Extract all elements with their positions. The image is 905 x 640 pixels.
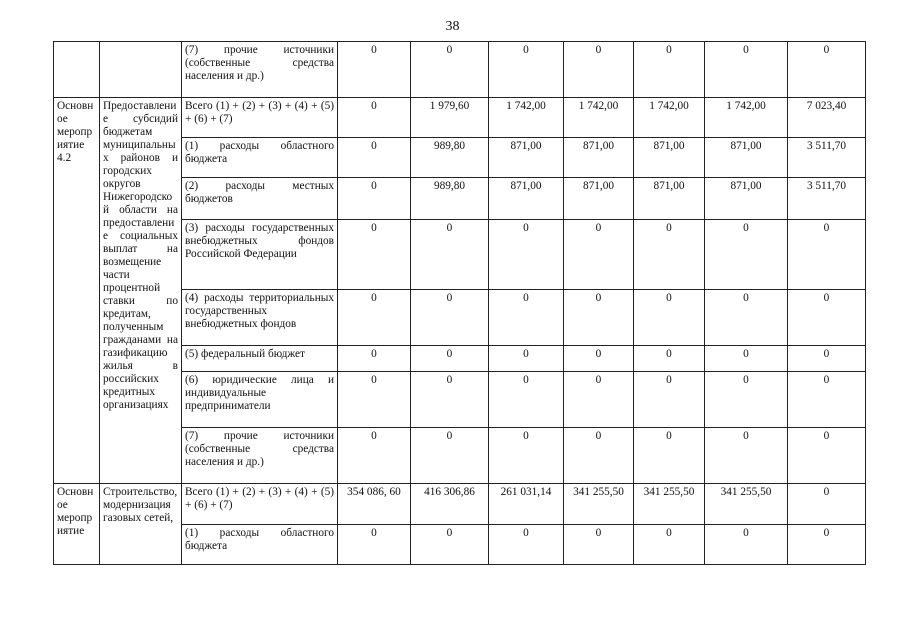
value-cell: 0 [634, 428, 705, 484]
value-cell: 3 511,70 [788, 178, 866, 220]
value-cell: 0 [338, 428, 411, 484]
value-cell: 0 [564, 372, 634, 428]
value-cell: 1 742,00 [489, 98, 564, 138]
value-cell: 0 [788, 290, 866, 346]
funding-source-cell: Всего (1) + (2) + (3) + (4) + (5) + (6) + (7) [182, 98, 338, 138]
value-cell: 0 [634, 220, 705, 290]
event-label-cell: Основное мероприятие [54, 484, 100, 565]
value-cell: 416 306,86 [411, 484, 489, 525]
value-cell: 0 [564, 525, 634, 565]
value-cell: 0 [634, 346, 705, 372]
value-cell: 341 255,50 [705, 484, 788, 525]
value-cell: 1 742,00 [705, 98, 788, 138]
value-cell: 0 [489, 372, 564, 428]
value-cell: 0 [489, 220, 564, 290]
funding-source-cell: (7) прочие источники (собственные средства населения и др.) [182, 428, 338, 484]
value-cell: 871,00 [489, 138, 564, 178]
value-cell: 0 [634, 525, 705, 565]
value-cell: 1 742,00 [634, 98, 705, 138]
value-cell: 989,80 [411, 178, 489, 220]
value-cell: 0 [564, 42, 634, 98]
value-cell: 0 [411, 525, 489, 565]
value-cell: 871,00 [705, 178, 788, 220]
funding-source-cell: (2) расходы местных бюджетов [182, 178, 338, 220]
value-cell: 1 742,00 [564, 98, 634, 138]
funding-source-cell: (5) федеральный бюджет [182, 346, 338, 372]
value-cell: 0 [788, 525, 866, 565]
value-cell: 0 [489, 290, 564, 346]
value-cell: 0 [338, 178, 411, 220]
value-cell: 0 [788, 372, 866, 428]
value-cell: 261 031,14 [489, 484, 564, 525]
value-cell: 0 [705, 525, 788, 565]
value-cell: 0 [411, 220, 489, 290]
value-cell: 0 [411, 372, 489, 428]
value-cell: 0 [788, 220, 866, 290]
value-cell: 871,00 [564, 178, 634, 220]
value-cell: 0 [411, 428, 489, 484]
value-cell: 0 [489, 525, 564, 565]
value-cell: 0 [411, 42, 489, 98]
funding-source-cell: Всего (1) + (2) + (3) + (4) + (5) + (6) + (7) [182, 484, 338, 525]
event-name-cell: Строительство, модернизация газовых сетей, [100, 484, 182, 565]
funding-source-cell: (7) прочие источники (собственные средства населения и др.) [182, 42, 338, 98]
value-cell: 7 023,40 [788, 98, 866, 138]
value-cell: 0 [705, 220, 788, 290]
value-cell: 989,80 [411, 138, 489, 178]
value-cell: 0 [338, 42, 411, 98]
table-row [54, 42, 866, 98]
value-cell: 0 [564, 428, 634, 484]
value-cell: 0 [634, 290, 705, 346]
value-cell: 0 [564, 346, 634, 372]
event-label-cell: Основное мероприятие 4.2 [54, 98, 100, 484]
value-cell: 0 [564, 290, 634, 346]
value-cell: 0 [705, 372, 788, 428]
value-cell: 0 [705, 290, 788, 346]
page-number: 38 [445, 19, 460, 34]
funding-source-cell: (3) расходы государственных внебюджетных фондов Российской Федерации [182, 220, 338, 290]
value-cell: 354 086, 60 [338, 484, 411, 525]
funding-source-cell: (4) расходы территориальных государственных внебюджетных фондов [182, 290, 338, 346]
value-cell: 0 [705, 428, 788, 484]
value-cell: 0 [338, 98, 411, 138]
value-cell: 0 [788, 42, 866, 98]
funding-source-cell: (1) расходы областного бюджета [182, 138, 338, 178]
value-cell: 0 [489, 42, 564, 98]
value-cell: 871,00 [634, 178, 705, 220]
value-cell: 0 [338, 346, 411, 372]
value-cell: 341 255,50 [634, 484, 705, 525]
value-cell: 0 [338, 138, 411, 178]
value-cell: 0 [489, 346, 564, 372]
table-row [54, 98, 866, 138]
value-cell: 0 [338, 220, 411, 290]
value-cell: 3 511,70 [788, 138, 866, 178]
value-cell: 1 979,60 [411, 98, 489, 138]
event-name-cell [100, 42, 182, 98]
funding-source-cell: (1) расходы областного бюджета [182, 525, 338, 565]
value-cell: 0 [411, 290, 489, 346]
value-cell: 871,00 [564, 138, 634, 178]
value-cell: 0 [338, 372, 411, 428]
value-cell: 0 [788, 428, 866, 484]
value-cell: 0 [788, 484, 866, 525]
value-cell: 0 [705, 346, 788, 372]
value-cell: 0 [489, 428, 564, 484]
value-cell: 0 [788, 346, 866, 372]
value-cell: 341 255,50 [564, 484, 634, 525]
budget-table [53, 41, 866, 565]
value-cell: 0 [634, 42, 705, 98]
value-cell: 871,00 [489, 178, 564, 220]
value-cell: 0 [338, 290, 411, 346]
funding-source-cell: (6) юридические лица и индивидуальные предприниматели [182, 372, 338, 428]
value-cell: 871,00 [634, 138, 705, 178]
value-cell: 0 [411, 346, 489, 372]
value-cell: 0 [705, 42, 788, 98]
table-row [54, 484, 866, 525]
event-label-cell [54, 42, 100, 98]
value-cell: 0 [338, 525, 411, 565]
event-name-cell: Предоставление субсидий бюджетам муниципальных районов и городских округов Нижегородской области на предоставление социальных выплат на возмещение части процентной ставки по кредитам, полученным гражданами на газификацию жилья в российских кредитных организациях [100, 98, 182, 484]
value-cell: 871,00 [705, 138, 788, 178]
value-cell: 0 [634, 372, 705, 428]
value-cell: 0 [564, 220, 634, 290]
